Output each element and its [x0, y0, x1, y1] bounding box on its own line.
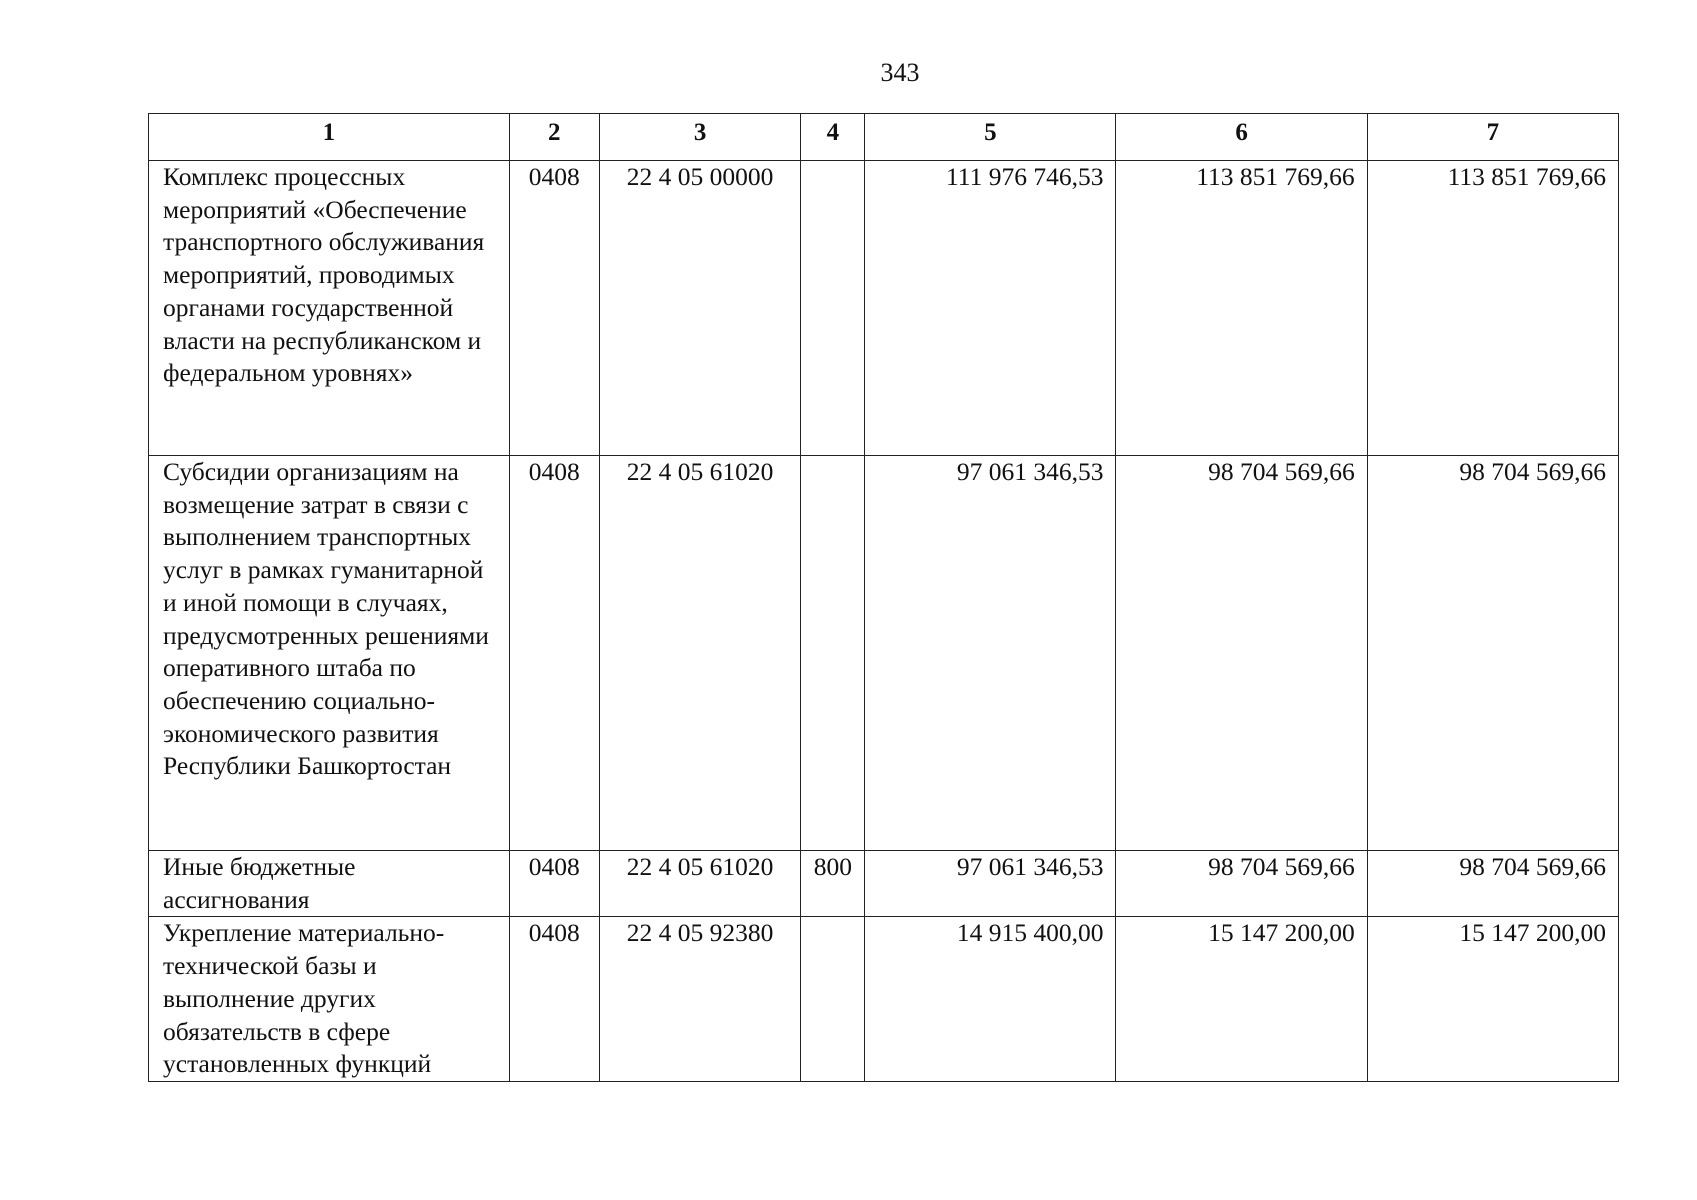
target-code: 22 4 05 61020 — [599, 851, 801, 917]
amount-col7: 98 704 569,66 — [1367, 851, 1618, 917]
amount-col7: 113 851 769,66 — [1367, 161, 1618, 456]
table-row — [149, 917, 1619, 1082]
row-name: Укрепление материально-технической базы и выполнение других обязательств в сфере установленных функций — [149, 917, 510, 1082]
column-header-6: 6 — [1116, 114, 1367, 161]
expense-type — [801, 456, 865, 851]
section-code: 0408 — [509, 851, 599, 917]
section-code: 0408 — [509, 917, 599, 1082]
expense-type — [801, 161, 865, 456]
header-row — [149, 114, 1619, 161]
column-header-4: 4 — [801, 114, 865, 161]
column-header-3: 3 — [599, 114, 801, 161]
amount-col6: 98 704 569,66 — [1116, 851, 1367, 917]
table-row — [149, 456, 1619, 851]
amount-col6: 113 851 769,66 — [1116, 161, 1367, 456]
table-row — [149, 851, 1619, 917]
amount-col6: 15 147 200,00 — [1116, 917, 1367, 1082]
amount-col5: 14 915 400,00 — [865, 917, 1116, 1082]
page-number: 343 — [880, 58, 920, 87]
column-header-5: 5 — [865, 114, 1116, 161]
column-header-2: 2 — [509, 114, 599, 161]
expense-type: 800 — [801, 851, 865, 917]
section-code: 0408 — [509, 456, 599, 851]
amount-col6: 98 704 569,66 — [1116, 456, 1367, 851]
amount-col5: 111 976 746,53 — [865, 161, 1116, 456]
row-name: Иные бюджетные ассигнования — [149, 851, 510, 917]
section-code: 0408 — [509, 161, 599, 456]
target-code: 22 4 05 00000 — [599, 161, 801, 456]
amount-col7: 15 147 200,00 — [1367, 917, 1618, 1082]
amount-col5: 97 061 346,53 — [865, 456, 1116, 851]
amount-col7: 98 704 569,66 — [1367, 456, 1618, 851]
budget-table — [148, 113, 1619, 1082]
row-name: Субсидии организациям на возмещение затрат в связи с выполнением транспортных услуг в рамках гуманитарной и иной помощи в случаях, предусмотренных решениями оперативного штаба по обеспечению социально-экономического развития Республики Башкортостан — [149, 456, 510, 851]
row-name: Комплекс процессных мероприятий «Обеспечение транспортного обслуживания мероприятий, проводимых органами государственной власти на республиканском и федеральном уровнях» — [149, 161, 510, 456]
expense-type — [801, 917, 865, 1082]
column-header-1: 1 — [149, 114, 510, 161]
amount-col5: 97 061 346,53 — [865, 851, 1116, 917]
column-header-7: 7 — [1367, 114, 1618, 161]
target-code: 22 4 05 61020 — [599, 456, 801, 851]
table-row — [149, 161, 1619, 456]
target-code: 22 4 05 92380 — [599, 917, 801, 1082]
